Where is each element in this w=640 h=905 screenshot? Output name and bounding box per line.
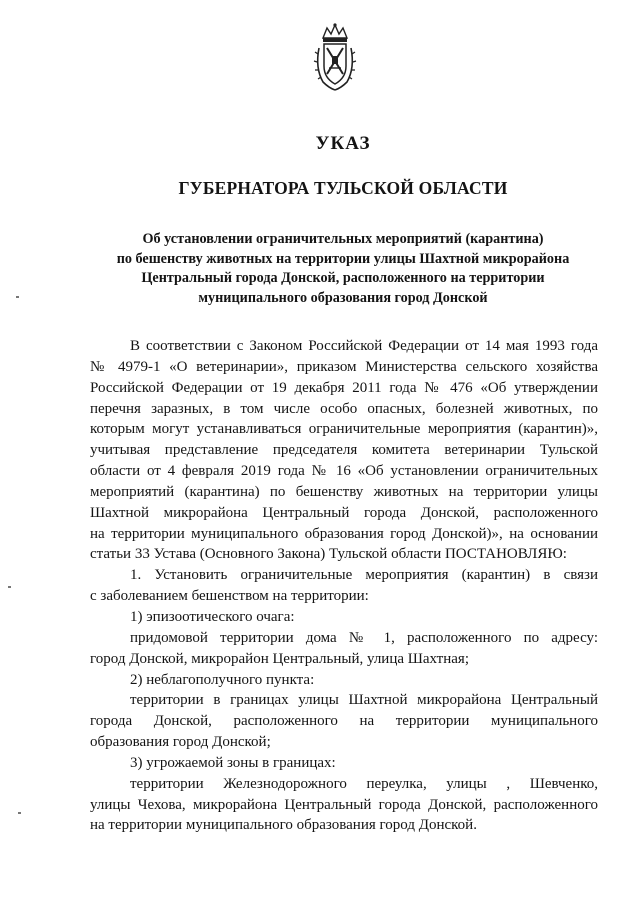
scan-speck [16,296,19,298]
body-line: улицы Чехова, микрорайона Центральный города Донской, расположенного [90,796,598,813]
body-line: 3) угрожаемой зоны в границах: [130,754,336,771]
heading-line: Центральный города Донской, расположенного на территории [141,270,545,286]
body-line: 1) эпизоотического очага: [130,608,295,625]
body-line: города Донской, расположенного на территории муниципального [90,713,598,730]
decree-body [90,336,598,836]
body-line: № 4979-1 «О ветеринарии», приказом Министерства сельского хозяйства [90,358,598,375]
body-line: мероприятий (карантина) по бешенству животных на территории улицы [90,483,598,500]
body-line: которым могут устанавливаться ограничительные мероприятия (карантин)», [90,421,598,438]
body-line: город Донской, микрорайон Центральный, улица Шахтная; [90,650,469,667]
body-line: 2) неблагополучного пункта: [130,671,315,688]
body-line: на территории муниципального образования город Донской)», на основании [90,525,598,542]
body-line: статьи 33 Устава (Основного Закона) Тульской области ПОСТАНОВЛЯЮ: [90,546,567,563]
body-line: территории в границах улицы Шахтной микрорайона Центральный [130,692,598,709]
body-line: с заболеванием бешенством на территории: [90,588,369,605]
heading-line: Об установлении ограничительных мероприятий (карантина) [142,231,544,247]
scan-speck [18,812,21,814]
body-line: В соответствии с Законом Российской Федерации от 14 мая 1993 года [130,338,598,354]
body-line: на территории муниципального образования город Донской. [90,817,477,834]
body-line: территории Железнодорожного переулка, улицы , Шевченко, [130,775,598,792]
body-line: образования город Донской; [90,734,271,751]
body-line: учитывая представление председателя комитета ветеринарии Тульской [90,442,598,459]
document-title: УКАЗ [315,133,371,154]
body-line: придомовой территории дома № 1, расположенного по адресу: [130,629,598,646]
heading-line: по бешенству животных на территории улицы Шахтной микрорайона [116,250,570,267]
body-line: области от 4 февраля 2019 года № 16 «Об установлении ограничительных [90,463,598,480]
decree-heading [0,230,640,308]
body-line: перечня заразных, в том числе особо опасных, болезней животных, по [90,400,598,417]
body-line: 1. Установить ограничительные мероприятия (карантин) в связи [130,567,598,584]
scan-speck [8,586,11,588]
body-line: Российской Федерации от 19 декабря 2011 года № 476 «Об утверждении [90,379,598,396]
body-line: Шахтной микрорайона Центральный города Донской, расположенного [90,504,598,521]
coat-of-arms-icon [313,22,357,92]
heading-line: муниципального образования город Донской [198,289,488,306]
document-subtitle: ГУБЕРНАТОРА ТУЛЬСКОЙ ОБЛАСТИ [178,178,508,198]
